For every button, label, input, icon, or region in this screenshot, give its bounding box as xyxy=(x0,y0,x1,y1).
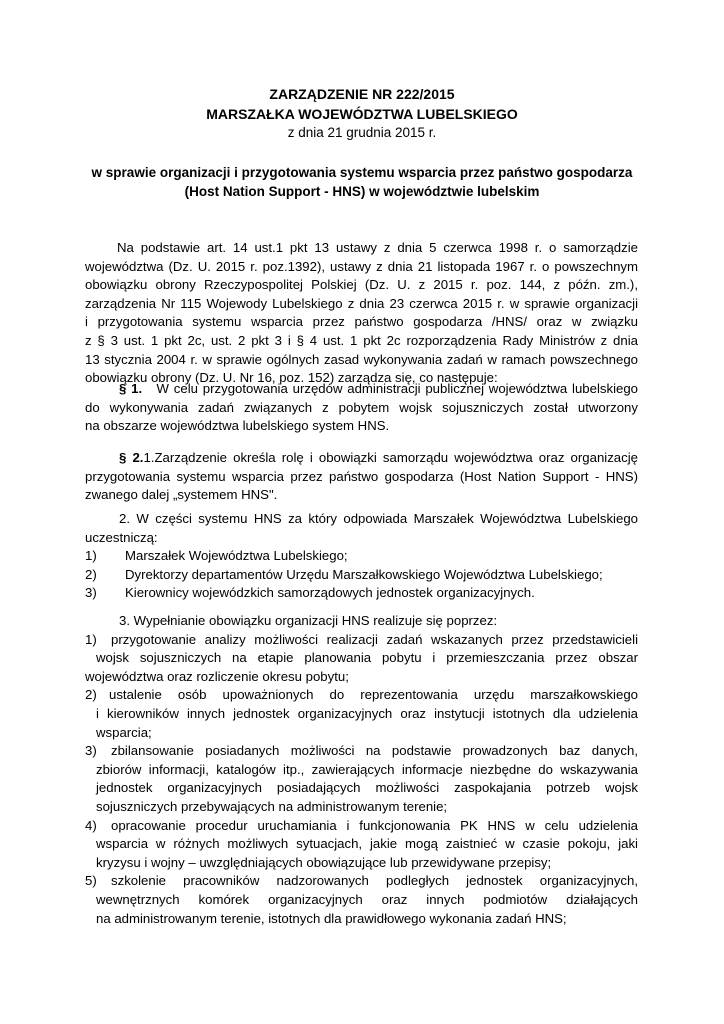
subject-line: (Host Nation Support - HNS) w województwie lubelskim xyxy=(184,184,540,199)
enum-line: wewnętrznych komórek organizacyjnych oraz innych podmiotów działających xyxy=(96,891,638,907)
enum-line: opracowanie procedur uruchamiania i funkcjonowania PK HNS w celu udzielenia xyxy=(111,817,638,833)
enum-item-5 xyxy=(85,872,638,928)
list-item-text: Kierownicy wojewódzkich samorządowych jednostek organizacyjnych. xyxy=(125,585,535,601)
point-3-intro: 3. Wypełnianie obowiązku organizacji HNS realizuje się poprzez: xyxy=(119,613,498,628)
preamble xyxy=(85,239,638,388)
section-2-line: zwanego dalej „systemem HNS". xyxy=(85,487,278,503)
enum-item-3 xyxy=(85,742,638,816)
list-item-number: 1) xyxy=(85,548,97,564)
enum-number: 3) xyxy=(85,743,97,759)
enum-number: 1) xyxy=(85,631,97,647)
preamble-line: obowiązku obrony (Dz. U. Nr 16, poz. 152) zarządza się, co następuje: xyxy=(85,370,498,386)
document-subject xyxy=(0,163,724,201)
section-1-marker: § 1. xyxy=(119,381,143,396)
enum-line: zbiorów informacji, katalogów itp., zawierających informacje niezbędne do wskazywania xyxy=(96,761,638,777)
preamble-line: województwa (Dz. U. 2015 r. poz.1392), ustawy z dnia 21 listopada 1967 r. o powszechnym xyxy=(85,258,638,274)
section-2-line xyxy=(85,449,638,468)
section-2-point-1 xyxy=(85,449,638,505)
subject-line: w sprawie organizacji i przygotowania systemu wsparcia przez państwo gospodarza xyxy=(91,165,633,180)
document-issuer: MARSZAŁKA WOJEWÓDZTWA LUBELSKIEGO xyxy=(206,106,518,122)
section-2-point-2 xyxy=(85,510,638,603)
preamble-line: i przygotowania systemu wsparcia przez państwo gospodarza /HNS/ oraz w związku xyxy=(85,314,638,330)
list-item xyxy=(85,547,638,566)
enum-line: jednostek organizacyjnych posiadających możliwości zaspokajania potrzeb wojsk xyxy=(96,780,638,796)
list-item-text: Marszałek Województwa Lubelskiego; xyxy=(125,548,348,564)
section-2-marker: § 2. xyxy=(119,450,144,465)
preamble-line: zarządzenia Nr 115 Wojewody Lubelskiego z dnia 23 czerwca 2015 r. w sprawie organizacji xyxy=(85,295,638,311)
enum-line: zbilansowanie posiadanych możliwości na podstawie prowadzonych baz danych, xyxy=(111,743,638,759)
section-1-line: na obszarze województwa lubelskiego system HNS. xyxy=(85,418,390,434)
document-title: ZARZĄDZENIE NR 222/2015 xyxy=(269,86,455,102)
enum-number: 4) xyxy=(85,817,97,833)
section-2-point-3 xyxy=(85,612,638,928)
enum-line: na administrowanym terenie, istotnych dla prawidłowego wykonania zadań HNS; xyxy=(96,910,567,926)
enum-number: 5) xyxy=(85,873,97,889)
enum-line: wsparcia; xyxy=(96,724,152,740)
preamble-line: z § 3 ust. 1 pkt 2c, ust. 2 pkt 3 i § 4 ust. 1 pkt 2c rozporządzenia Rady Ministrów z dnia xyxy=(85,332,638,348)
list-item-text: Dyrektorzy departamentów Urzędu Marszałkowskiego Województwa Lubelskiego; xyxy=(125,566,603,582)
document-date: z dnia 21 grudnia 2015 r. xyxy=(287,125,437,140)
enum-line: wojsk sojuszniczych na etapie planowania pobytu i przemieszczania przez obszar xyxy=(96,650,638,666)
enum-item-1 xyxy=(85,631,638,687)
point-2-line: 2. W części systemu HNS za który odpowiada Marszałek Województwa Lubelskiego xyxy=(119,511,638,526)
enum-line: szkolenie pracowników nadzorowanych podległych jednostek organizacyjnych, xyxy=(111,873,638,889)
enum-line: sojuszniczych przebywających na administrowanym terenie; xyxy=(96,798,448,814)
section-1-text: W celu przygotowania urzędów administracji publicznej województwa lubelskiego xyxy=(156,381,639,396)
preamble-line: Na podstawie art. 14 ust.1 pkt 13 ustawy z dnia 5 czerwca 1998 r. o samorządzie xyxy=(117,240,638,255)
enum-number: 2) xyxy=(85,687,97,703)
list-item-number: 3) xyxy=(85,585,97,601)
point-2-line: uczestniczą: xyxy=(85,529,158,545)
enum-line: przygotowanie analizy możliwości realizacji zadań wskazanych przez przedstawicieli xyxy=(111,631,638,647)
section-2-text: 1.Zarządzenie określa rolę i obowiązki samorządu województwa oraz organizację xyxy=(143,450,639,465)
section-1-line xyxy=(85,380,638,399)
list-item xyxy=(85,566,638,585)
enum-item-4 xyxy=(85,817,638,873)
section-1 xyxy=(85,380,638,436)
preamble-line: 13 stycznia 2004 r. w sprawie ogólnych zasad wykonywania zadań w ramach powszechnego xyxy=(85,351,638,367)
section-1-line: do wykonywania zadań związanych z pobytem wojsk sojuszniczych został utworzony xyxy=(85,399,638,415)
enum-line: i kierowników innych jednostek organizacyjnych oraz instytucji istotnych dla udzielenia xyxy=(96,705,638,721)
enum-line: województwa oraz rozliczenie okresu pobytu; xyxy=(85,668,349,684)
list-item-number: 2) xyxy=(85,566,97,582)
list-item xyxy=(85,584,638,603)
section-2-line: przygotowania systemu wsparcia przez państwo gospodarza (Host Nation Support - HNS) xyxy=(85,468,638,484)
preamble-line: obowiązku obrony Rzeczypospolitej Polskiej (Dz. U. z 2015 r. poz. 144, z późn. zm.), xyxy=(85,277,638,293)
enum-item-2 xyxy=(85,686,638,742)
enum-line: ustalenie osób upoważnionych do reprezentowania urzędu marszałkowskiego xyxy=(109,687,638,703)
enum-line: wsparcia w różnych możliwych sytuacjach, jakie mogą zaistnieć w czasie pokoju, jaki xyxy=(96,836,638,852)
enum-line: kryzysu i wojny – uwzględniających obowiązujące lub przewidywane przepisy; xyxy=(96,854,552,870)
